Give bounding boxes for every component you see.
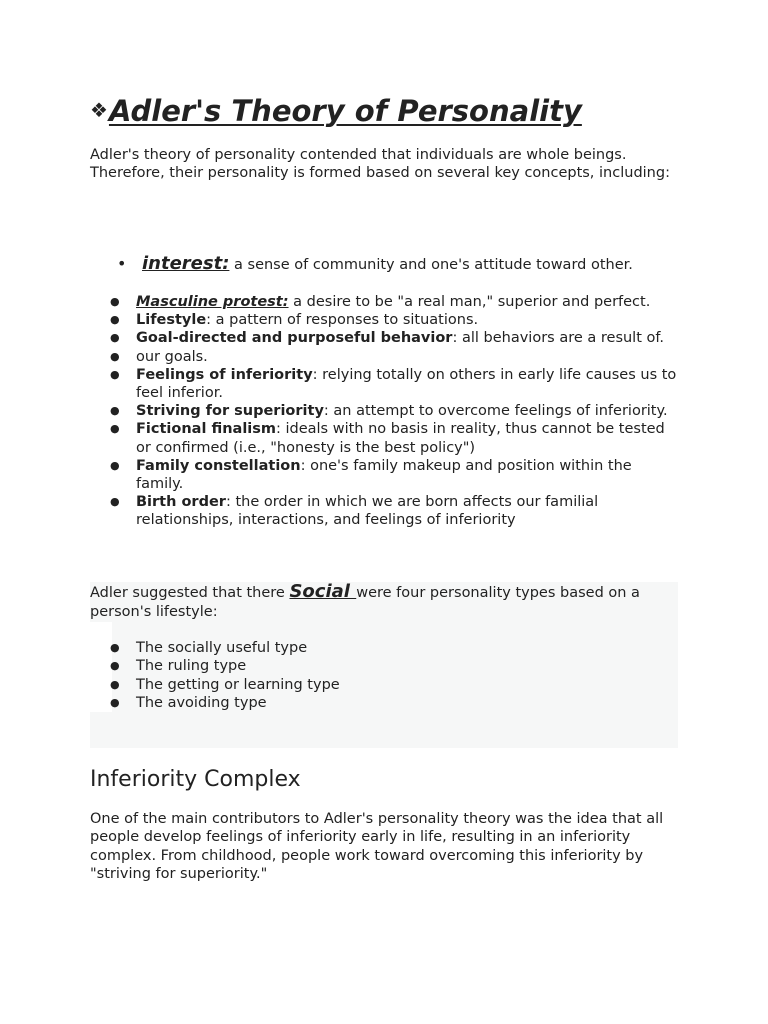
personality-types-list [90,639,678,712]
bullet-icon: ● [110,695,120,709]
types-intro-paragraph [90,583,678,622]
concept-list [90,293,678,530]
concept-term: Fictional finalism [136,421,276,438]
concept-term: Birth order [136,494,226,511]
concept-text: : one's family makeup and position within the family. [136,457,632,493]
list-item [90,311,678,329]
type-label: The socially useful type [136,640,308,656]
diamond-bullet-icon: ❖ [90,98,108,122]
concept-text: : the order in which we are born affects our familial relationships, interactions, and feelings of inferiority [136,494,599,529]
list-item [90,657,678,675]
concept-term: Goal-directed and purposeful behavior [136,330,453,347]
types-intro-emphasis: Social [289,581,357,602]
intro-paragraph: Adler's theory of personality contended that individuals are whole beings. Therefore, their personality is formed based on several key concepts, including: [90,147,670,182]
concept-text: : an attempt to overcome feelings of inferiority. [323,403,668,420]
list-item [90,457,678,493]
page-title-text: Adler's Theory of Personality [108,94,582,128]
bullet-icon: ● [110,349,120,363]
bullet-icon: • [117,254,127,273]
concept-term: interest: [142,253,230,274]
bullet-icon: ● [110,313,120,327]
concept-text: : relying totally on others in early life causes us to feel inferior. [136,366,677,402]
types-intro-before: Adler suggested that there [90,585,290,601]
concept-text: : all behaviors are a result of. [452,330,665,347]
concept-text: our goals. [136,348,208,365]
list-item [90,293,678,311]
bullet-icon: ● [110,295,120,308]
type-label: The getting or learning type [136,676,340,693]
concept-term: Feelings of inferiority [136,366,313,383]
list-item [90,420,678,456]
list-item [90,676,678,694]
bullet-icon: ● [110,495,120,509]
closing-paragraph: One of the main contributors to Adler's personality theory was the idea that all people develop feelings of inferiority early in life, resulting in an inferiority complex. From childhood, people work toward overcoming this inferiority by "striving for superiority." [90,811,664,882]
list-item [90,250,678,279]
bullet-icon: ● [110,404,120,418]
type-label: The avoiding type [136,694,267,711]
list-item [90,639,678,657]
list-item [90,348,678,366]
bullet-icon: ● [110,458,120,472]
bullet-icon: ● [110,641,120,654]
concept-text: : a pattern of responses to situations. [206,312,479,329]
concept-term: Lifestyle [136,312,207,329]
concept-term: Striving for superiority [136,403,324,420]
concept-term: Family constellation [136,457,301,474]
section-heading: Inferiority Complex [90,767,301,792]
concept-text: : ideals with no basis in reality, thus cannot be tested or confirmed (i.e., "honesty is the best policy") [136,421,665,456]
bullet-icon: ● [110,422,120,436]
concept-text: a sense of community and one's attitude toward other. [229,257,633,273]
interest-list [90,250,678,279]
concept-text: a desire to be "a real man," superior and perfect. [288,294,651,310]
type-label: The ruling type [136,658,247,675]
bullet-icon: ● [110,367,120,381]
list-item [90,329,678,347]
types-intro-after: were four personality types based on a person's lifestyle: [90,585,640,620]
concept-term: Masculine protest: [136,294,289,310]
bullet-icon: ● [110,677,120,691]
bullet-icon: ● [110,659,120,673]
list-item [90,493,678,529]
list-item [90,694,678,712]
page-title [90,90,582,131]
bullet-icon: ● [110,331,120,345]
list-item [90,366,678,402]
list-item [90,402,678,420]
